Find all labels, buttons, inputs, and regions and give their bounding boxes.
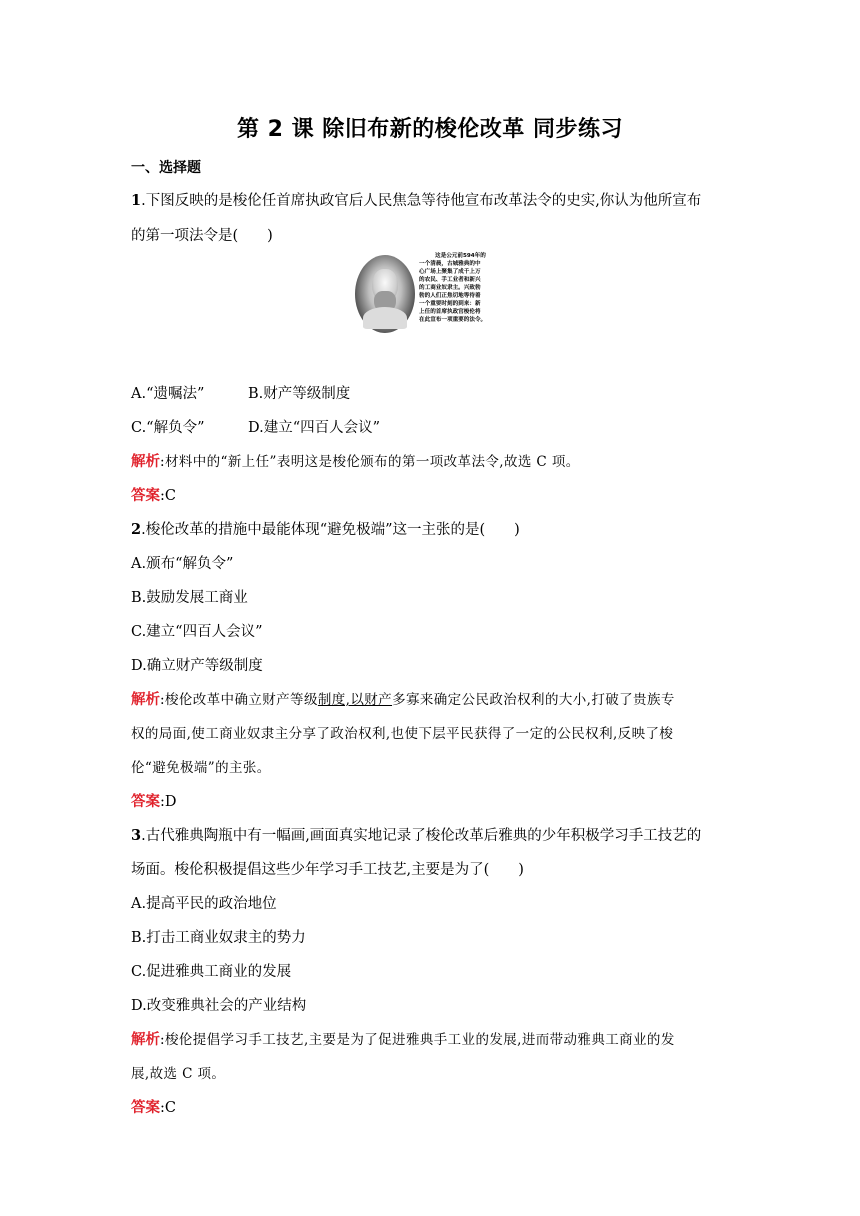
answer-label: 答案 <box>131 793 160 810</box>
q2-explanation-line3: 伦“避免极端”的主张。 <box>131 760 271 776</box>
q1-stem-line1 <box>131 189 701 210</box>
q3-option-d: D.改变雅典社会的产业结构 <box>131 998 307 1014</box>
q1-stem-text1: .下图反映的是梭伦任首席执政官后人民焦急等待他宣布改革法令的史实,你认为他所宣布 <box>141 193 702 209</box>
q1-options-row1 <box>131 382 204 403</box>
answer-value: :C <box>160 488 176 504</box>
caption-line: 勃的人们正焦切地等待着 <box>419 293 481 299</box>
caption-line: 一个重要时刻的到来：新 <box>419 301 481 307</box>
answer-label: 答案 <box>131 1099 160 1116</box>
caption-line: 的工商业奴隶主。兴致勃 <box>419 285 481 291</box>
q3-option-c: C.促进雅典工商业的发展 <box>131 964 292 980</box>
answer-value: :C <box>160 1100 176 1116</box>
q3-explanation-line2: 展,故选 C 项。 <box>131 1066 226 1082</box>
caption-line: 的农民、手工业者和新兴 <box>419 277 481 283</box>
explanation-text: 多寡来确定公民政治权利的大小,打破了贵族专 <box>392 692 675 708</box>
q3-explanation-line1 <box>131 1028 675 1049</box>
explanation-label: 解析 <box>131 1031 160 1048</box>
q2-option-d: D.确立财产等级制度 <box>131 658 263 674</box>
answer-value: :D <box>160 794 177 810</box>
q1-number: 1 <box>131 192 142 209</box>
caption-line: 一个清晨，古城雅典的中 <box>419 261 481 267</box>
explanation-label: 解析 <box>131 453 160 470</box>
q3-number: 3 <box>131 827 142 844</box>
solon-portrait-figure <box>355 252 515 336</box>
explanation-text: :材料中的“新上任”表明这是梭伦颁布的第一项改革法令,故选 C 项。 <box>160 454 580 470</box>
q1-option-a: A.“遗嘱法” <box>131 386 205 402</box>
q3-option-a: A.提高平民的政治地位 <box>131 896 277 912</box>
caption-line: 这是公元前594年的 <box>435 253 486 259</box>
q1-option-b: B.财产等级制度 <box>248 386 351 402</box>
q2-number: 2 <box>131 521 142 538</box>
q3-option-b: B.打击工商业奴隶主的势力 <box>131 930 306 946</box>
answer-label: 答案 <box>131 487 160 504</box>
q2-explanation-line2: 权的局面,使工商业奴隶主分享了政治权利,也使下层平民获得了一定的公民权利,反映了梭 <box>131 726 674 742</box>
q3-answer <box>131 1096 176 1117</box>
explanation-text: :梭伦提倡学习手工技艺,主要是为了促进雅典手工业的发展,进而带动雅典工商业的发 <box>160 1032 675 1048</box>
q2-explanation-line1 <box>131 688 675 709</box>
q3-stem-line1 <box>131 824 701 845</box>
q2-answer <box>131 790 177 811</box>
caption-line: 心广场上聚集了成千上万 <box>419 269 481 275</box>
portrait-bust <box>363 307 407 329</box>
q2-option-b: B.鼓励发展工商业 <box>131 590 248 606</box>
explanation-text: :梭伦改革中确立财产等级 <box>160 692 318 708</box>
solon-portrait-image <box>355 255 415 333</box>
figure-caption <box>419 252 515 324</box>
q1-stem-line2: 的第一项法令是( ) <box>131 228 273 244</box>
section-heading: 一、选择题 <box>131 160 201 176</box>
q3-stem-text1: .古代雅典陶瓶中有一幅画,画面真实地记录了梭伦改革后雅典的少年积极学习手工技艺的 <box>141 828 702 844</box>
q2-stem-text: .梭伦改革的措施中最能体现“避免极端”这一主张的是( ) <box>141 522 520 538</box>
q1-option-c: C.“解负令” <box>131 420 205 436</box>
q1-option-d: D.建立“四百人会议” <box>248 420 381 436</box>
q1-explanation <box>131 450 580 471</box>
q3-stem-line2: 场面。梭伦积极提倡这些少年学习手工技艺,主要是为了( ) <box>131 862 524 878</box>
caption-line: 在此宣布一项重要的法令。 <box>419 317 487 323</box>
q1-answer <box>131 484 176 505</box>
q2-stem <box>131 518 520 539</box>
q2-option-a: A.颁布“解负令” <box>131 556 234 572</box>
explanation-label: 解析 <box>131 691 160 708</box>
caption-line: 上任的首席执政官梭伦将 <box>419 309 481 315</box>
q2-option-c: C.建立“四百人会议” <box>131 624 263 640</box>
page-title: 第 2 课 除旧布新的梭伦改革 同步练习 <box>237 117 623 142</box>
explanation-underlined: 制度,以财产 <box>317 692 393 708</box>
